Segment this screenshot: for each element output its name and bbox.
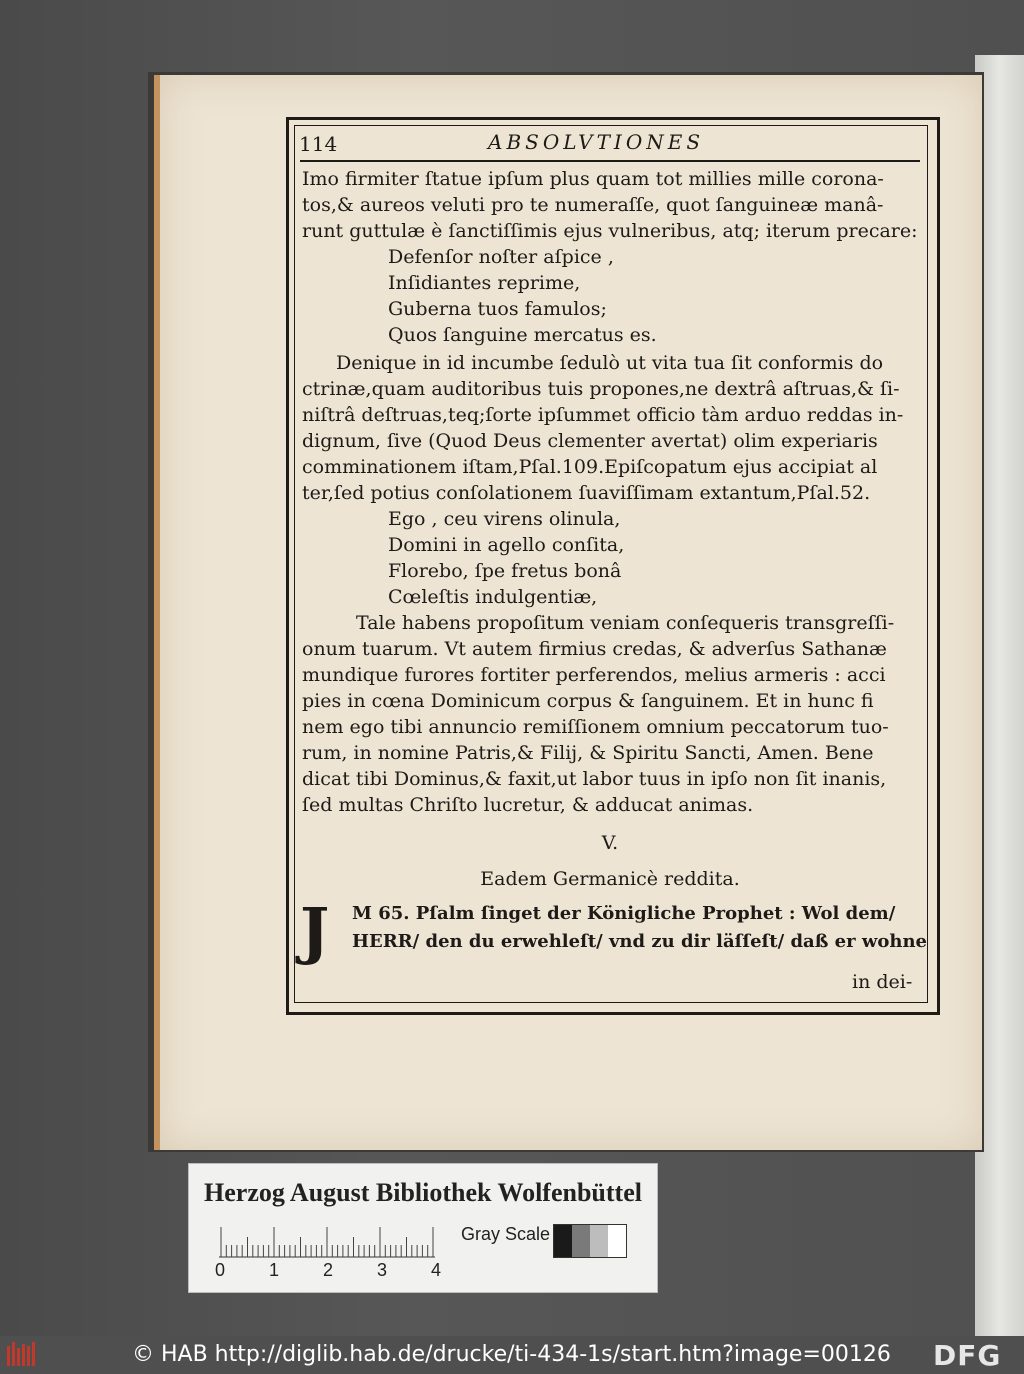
text-line: ſed multas Chriſto lucretur, & adducat animas. [302,794,754,816]
copyright-link[interactable]: © HAB http://diglib.hab.de/drucke/ti-434-1s/start.htm?image=00126 [132,1342,891,1367]
gray-swatch [590,1225,608,1257]
text-line: tos,& aureos veluti pro te numeraſſe, quot ſanguineæ manâ- [302,194,884,216]
text-line: Imo firmiter ſtatue ipſum plus quam tot millies mille corona- [302,168,884,190]
ruler-number: 0 [215,1260,226,1280]
ruler-scale [219,1224,435,1258]
text-line: Tale habens propoſitum veniam conſequeris transgreſſi- [356,612,895,634]
ruler-number: 3 [377,1260,388,1280]
library-name: Herzog August Bibliothek Wolfenbüttel [204,1178,642,1207]
ruler-number: 4 [431,1260,442,1280]
ruler-number: 2 [323,1260,334,1280]
drop-capital: J [300,894,330,967]
text-line: mundique furores fortiter perferendos, melius armeris : acci [302,664,886,686]
german-line: HERR/ den du erwehleſt/ vnd zu dir läſſeſt/ daß er wohne [352,931,927,952]
text-line: dignum, ſive (Quod Deus clementer avertat) olim experiaris [302,430,878,452]
text-line: Denique in id incumbe ſedulò ut vita tua ſit conformis do [336,352,884,374]
verse-line: Cœleſtis indulgentiæ, [388,586,598,608]
running-head: ABSOLVTIONES [488,130,705,154]
gray-scale-label: Gray Scale [461,1224,551,1244]
gray-swatch [554,1225,572,1257]
text-line: runt guttulæ è ſanctiſſimis ejus vulneribus, atq; iterum precare: [302,220,918,242]
text-line: comminationem iſtam,Pſal.109.Epiſcopatum ejus accipiat al [302,456,878,478]
text-line: dicat tibi Dominus,& faxit,ut labor tuus in ipſo non ſit inanis, [302,768,887,790]
german-line: M 65. Pſalm ſinget der Königliche Prophet : Wol dem/ [352,903,896,924]
gray-swatch [608,1225,626,1257]
library-label [188,1163,658,1293]
text-line: niſtrâ deſtruas,teq;ſorte ipſummet officio tàm arduo reddas in- [302,404,904,426]
verse-line: Inſidiantes reprime, [388,272,581,294]
page-number: 114 [299,132,338,156]
text-line: onum tuarum. Vt autem firmius credas, & adverſus Sathanæ [302,638,887,660]
text-line: rum, in nomine Patris,& Filij, & Spiritu Sancti, Amen. Bene [302,742,874,764]
hab-logo-icon [6,1340,38,1368]
gray-swatch [572,1225,590,1257]
dfg-logo: DFG [933,1339,1002,1372]
verse-line: Ego , ceu virens olinula, [388,508,621,530]
section-number: V. [601,832,619,854]
text-line: nem ego tibi annuncio remiſſionem omnium peccatorum tuo- [302,716,889,738]
verse-line: Guberna tuos famulos; [388,298,607,320]
text-line: ctrinæ,quam auditoribus tuis propones,ne dextrâ aſtruas,& ſi- [302,378,900,400]
text-line: ter,ſed potius conſolationem ſuaviſſimam extantum,Pſal.52. [302,482,871,504]
catchword: in dei- [852,971,913,993]
verse-line: Defenſor noſter aſpice , [388,246,614,268]
verse-line: Domini in agello conſita, [388,534,625,556]
text-line: pies in cœna Dominicum corpus & ſanguinem. Et in hunc fi [302,690,874,712]
gray-scale-swatches [553,1224,627,1258]
verse-line: Quos ſanguine mercatus es. [388,324,657,346]
ruler-number: 1 [269,1260,280,1280]
header-rule [300,160,920,162]
verse-line: Florebo, ſpe fretus bonâ [388,560,622,582]
section-title: Eadem Germanicè reddita. [480,868,740,890]
